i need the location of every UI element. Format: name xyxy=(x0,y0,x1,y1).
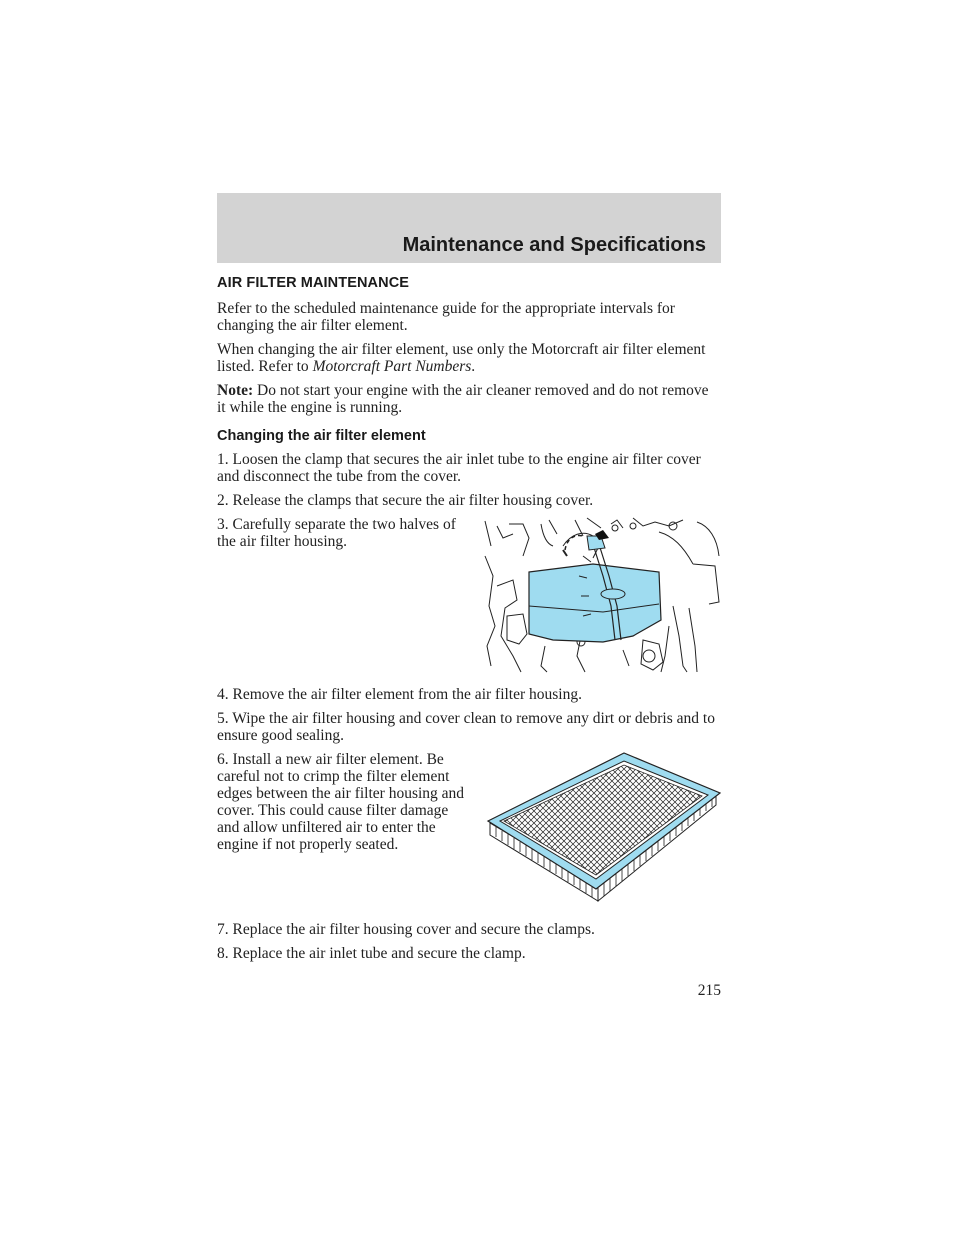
paragraph-intervals: Refer to the scheduled maintenance guide for the appropriate intervals for changing the air filter element. xyxy=(217,300,675,334)
step-4: 4. Remove the air filter element from the air filter housing. xyxy=(217,686,582,703)
step-3: 3. Carefully separate the two halves of the air filter housing. xyxy=(217,516,456,550)
step-6-row xyxy=(217,751,721,909)
section-heading: AIR FILTER MAINTENANCE xyxy=(217,275,410,291)
step-1: 1. Loosen the clamp that secures the air inlet tube to the engine air filter cover and disconnect the tube from the cover. xyxy=(217,451,701,485)
procedure-heading: Changing the air filter element xyxy=(217,428,426,444)
step-3-row xyxy=(217,516,721,674)
paragraph-motorcraft xyxy=(217,341,721,375)
note-paragraph xyxy=(217,382,721,416)
paragraph-motorcraft-end: . xyxy=(471,358,476,375)
page-title: Maintenance and Specifications xyxy=(402,234,706,256)
step-8: 8. Replace the air inlet tube and secure the clamp. xyxy=(217,945,526,962)
note-label: Note: xyxy=(217,382,254,399)
main-content xyxy=(217,275,721,969)
step-5: 5. Wipe the air filter housing and cover clean to remove any dirt or debris and to ensure good sealing. xyxy=(217,710,715,744)
air-filter-element-illustration xyxy=(486,751,721,909)
page-number: 215 xyxy=(697,982,721,999)
step-7: 7. Replace the air filter housing cover and secure the clamps. xyxy=(217,921,595,938)
air-filter-housing-illustration xyxy=(483,516,721,674)
paragraph-motorcraft-text: When changing the air filter element, use only the Motorcraft air filter element listed. Refer to xyxy=(217,341,706,375)
note-text: Do not start your engine with the air cleaner removed and do not remove it while the engine is running. xyxy=(217,382,709,416)
step-2: 2. Release the clamps that secure the air filter housing cover. xyxy=(217,492,594,509)
part-numbers-reference: Motorcraft Part Numbers xyxy=(312,358,472,375)
header-band xyxy=(217,193,721,263)
step-6: 6. Install a new air filter element. Be careful not to crimp the filter element edges between the air filter housing and cover. This could cause filter damage and allow unfiltered air to enter the engine if not properly seated. xyxy=(217,751,465,853)
